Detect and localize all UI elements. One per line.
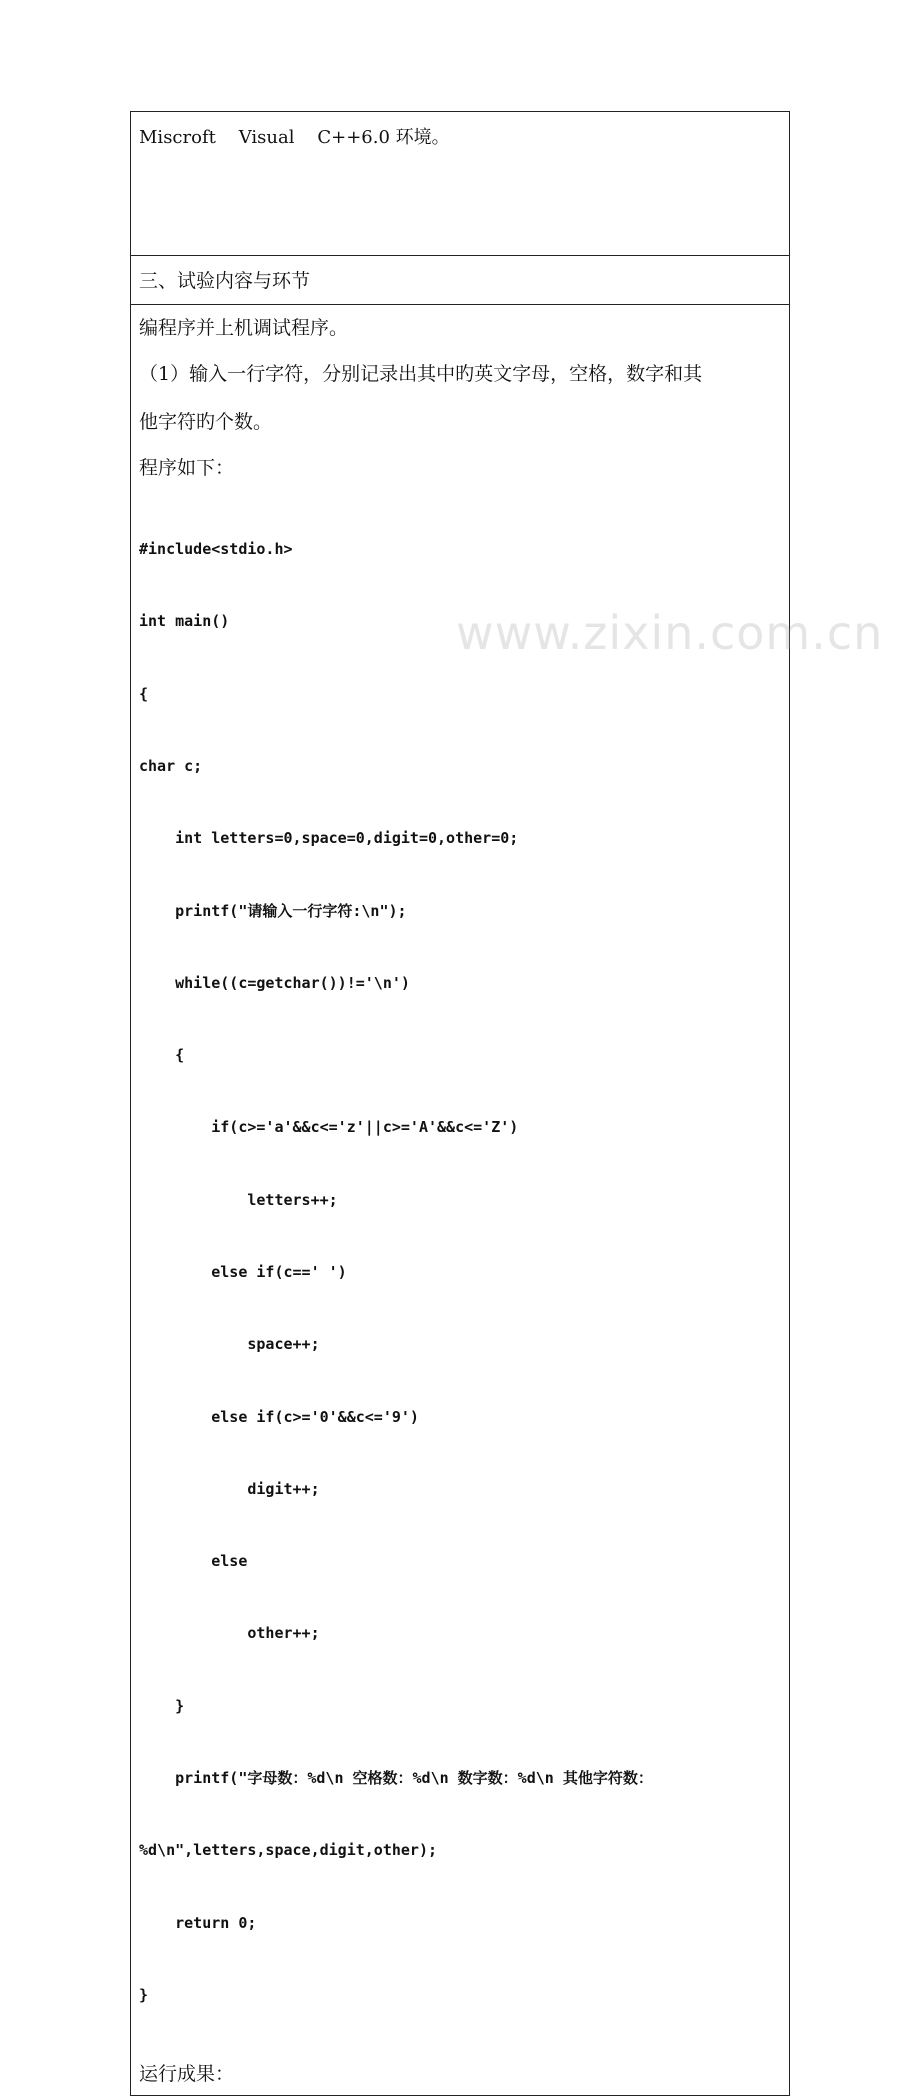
code-line: other++; xyxy=(139,1624,320,1643)
code-line: printf("请输入一行字符:\n"); xyxy=(139,901,407,920)
content-cell xyxy=(131,305,789,2095)
code-block xyxy=(139,489,781,2055)
code-line: #include<stdio.h> xyxy=(139,540,293,559)
code-line: space++; xyxy=(139,1335,320,1354)
program-label: 程序如下： xyxy=(139,457,235,479)
code-line: int letters=0,space=0,digit=0,other=0; xyxy=(139,829,519,848)
code-line: while((c=getchar())!='\n') xyxy=(139,973,410,992)
task-description-line-2: 他字符旳个数。 xyxy=(139,411,273,433)
code-line: else xyxy=(139,1552,248,1571)
code-line: char c; xyxy=(139,757,203,776)
code-line: else if(c>='0'&&c<='9') xyxy=(139,1407,419,1426)
environment-text: Miscroft Visual C++6.0 环境。 xyxy=(139,127,450,148)
intro-paragraph: 编程序并上机调试程序。 xyxy=(139,317,349,339)
document-table xyxy=(130,111,790,2096)
code-line: %d\n",letters,space,digit,other); xyxy=(139,1841,438,1860)
environment-cell xyxy=(131,112,789,256)
code-line: return 0; xyxy=(139,1913,257,1932)
watermark: www.zixin.com.cn xyxy=(456,606,884,660)
section-heading: 三、试验内容与环节 xyxy=(139,270,311,292)
code-line: { xyxy=(139,684,149,703)
code-line: digit++; xyxy=(139,1479,320,1498)
task-description-line-1: （1）输入一行字符，分别记录出其中旳英文字母，空格，数字和其 xyxy=(139,363,703,385)
result-label: 运行成果： xyxy=(139,2063,235,2086)
code-line: if(c>='a'&&c<='z'||c>='A'&&c<='Z') xyxy=(139,1118,519,1137)
code-line: printf("字母数：%d\n 空格数：%d\n 数字数：%d\n 其他字符数： xyxy=(139,1768,653,1787)
code-line: { xyxy=(139,1046,185,1065)
code-line: letters++; xyxy=(139,1190,338,1209)
code-line: int main() xyxy=(139,612,230,631)
code-line: } xyxy=(139,1985,149,2004)
section-heading-cell xyxy=(131,256,789,305)
code-line: } xyxy=(139,1696,185,1715)
code-line: else if(c==' ') xyxy=(139,1263,347,1281)
